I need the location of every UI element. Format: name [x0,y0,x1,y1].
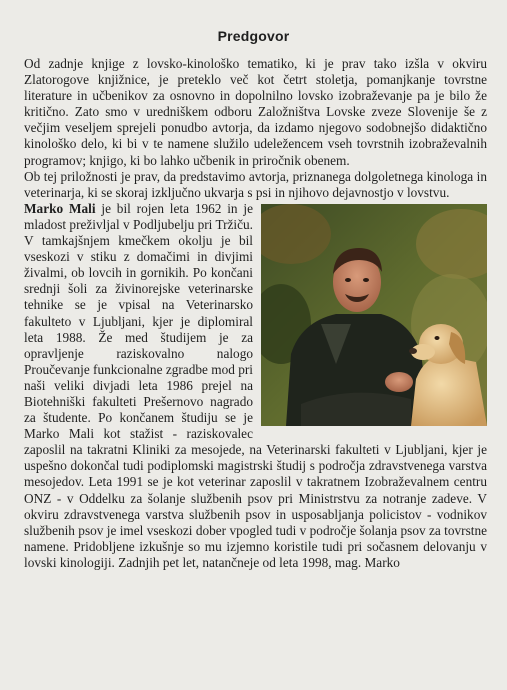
bio-text: je bil rojen leta 1962 in je mladost preživljal v Podljubelju pri Tržiču. V tamkajšnjem kmečkem okolju je bil vseskozi v stiku z domačimi in divjimi živalmi, ob lovcih in gornikih. Po končani srednji šoli za živinorejske veterinarske tehnike se je vpisal na Veterinarsko fakulteto v Ljubljani, kjer je diplomiral leta 1988. Že med študijem je za opravljenje raziskovalno nalogo Proučevanje funkcionalne zgradbe mod pri naši veliki divjadi leta 1986 prejel na Biotehniški fakulteti Prešernovo nagrado za študente. Po končanem študiju se je Marko Mali kot stažist - raziskovalec zaposlil na takratni Kliniki za mesojede, na Veterinarski fakulteti v Ljubljani, kjer je uspešno dokončal tudi podiplomski magistrski študij s področja zdravstvenega varstva mesojedov. Leta 1991 se je kot veterinar zaposlil v takratnem Izobraževalnem centru ONZ - v Oddelku za šolanje službenih psov pri Ministrstvu za notranje zadeve. V okviru zdravstvenega varstva službenih psov in usposabljanja policistov - vodnikov službenih psov je imel vseskozi dober vpogled tudi v področje šolanja psov za tovrstne namene. Pridobljene izkušnje so mu izjemno koristile tudi pri sočasnem delovanju v lovski kinologiji. Zadnjih pet let, natančneje od leta 1998, mag. Marko [24,200,487,570]
body-text [24,56,487,571]
paragraph-1: Od zadnje knjige z lovsko-kinološko tematiko, ki je prav tako izšla v okviru Zlatorogove knjižnice, je preteklo več kot četrt stoletja, pomanjkanje tovrstne literature in učbenikov za osnovno in dopolnilno lovsko izobraževanje pa je bilo že kritično. Zato smo v uredniškem odboru Založništva Lovske zveze Slovenije še z večjim veseljem sprejeli ponudbo avtorja, da izdamo njegovo sodobnejšo didaktično kinološko delo, ki bi v te namene služilo udeležencem vseh tovrstnih izobraževalnih programov; knjigo, ki bo lahko učbenik in priročnik obenem. [24,56,487,168]
author-name: Marko Mali [24,200,96,216]
author-photo [261,204,487,426]
page-title: Predgovor [217,28,290,44]
paragraph-2: Ob tej priložnosti je prav, da predstavimo avtorja, priznanega dolgoletnega kinologa in veterinarja, ki se skoraj izključno ukvarja s psi in njihovo dejavnostjo v lovstvu. [24,168,487,200]
